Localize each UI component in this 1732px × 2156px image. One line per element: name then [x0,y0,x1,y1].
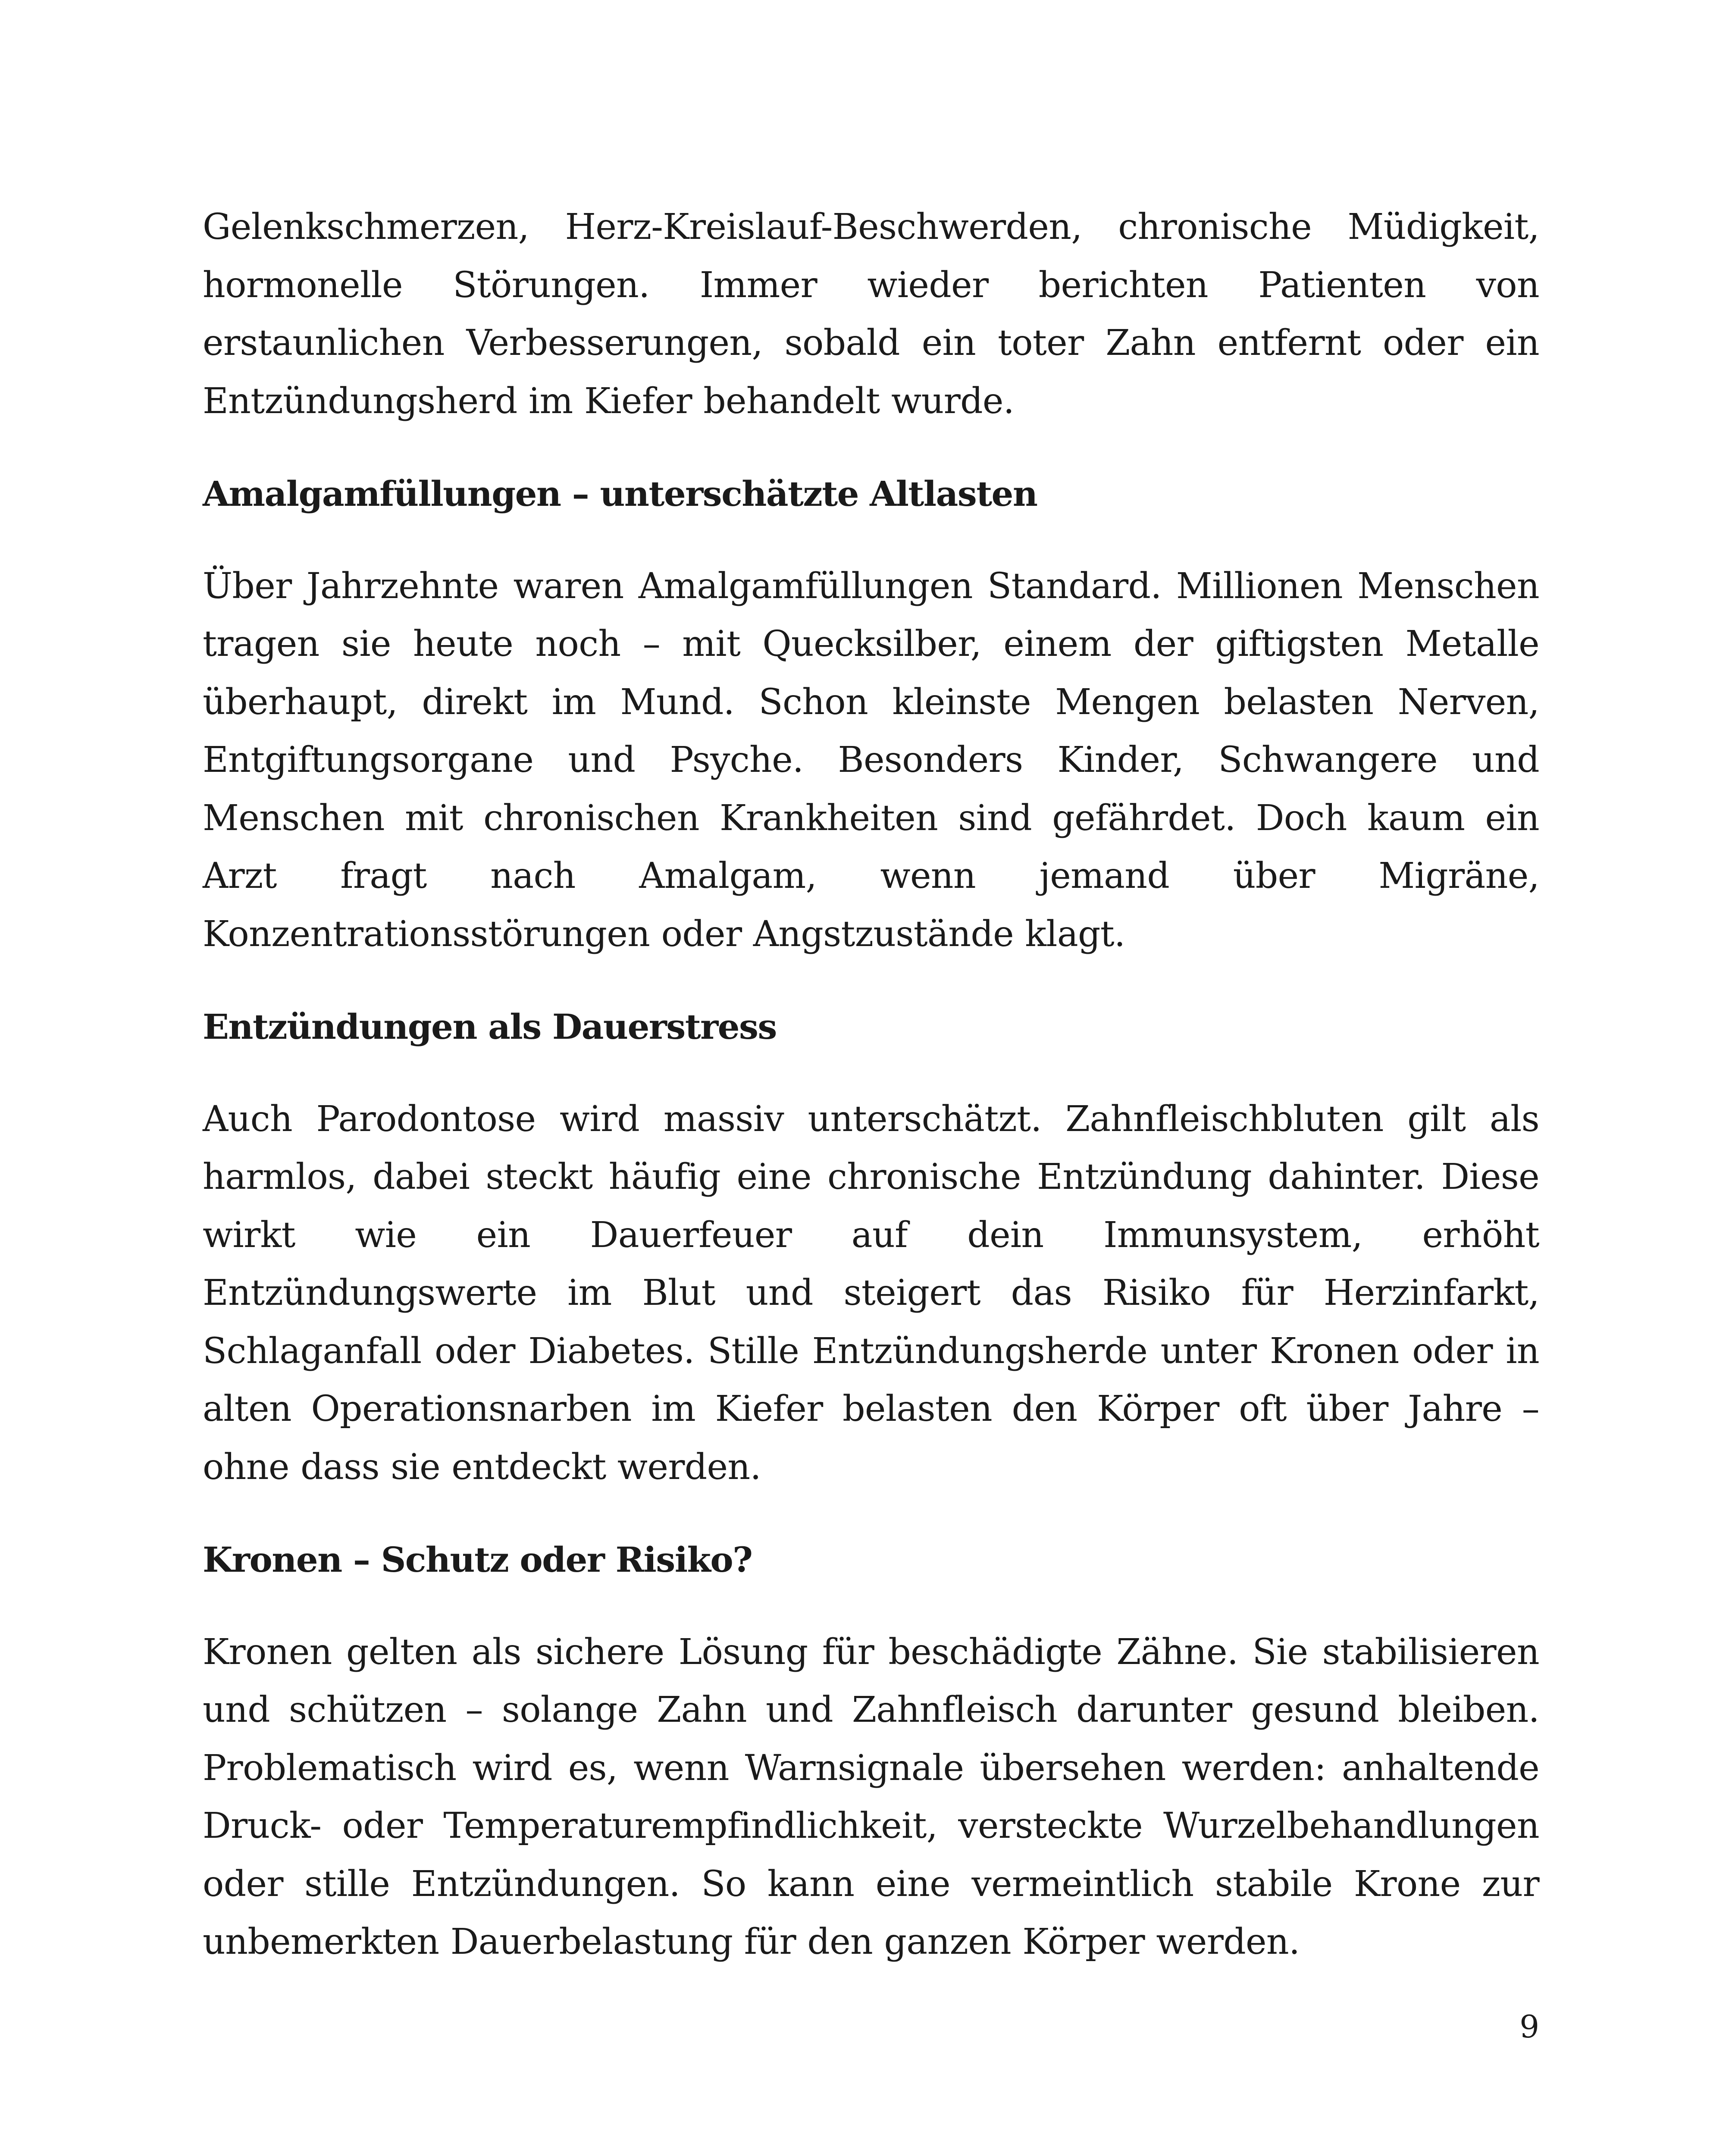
heading-spacer [203,523,1539,558]
section-heading: Entzündungen als Dauerstress [203,1006,777,1047]
section-heading: Amalgamfüllungen – unterschätzte Altlasten [203,473,1037,514]
body-paragraph: Kronen gelten als sichere Lösung für beschädigte Zähne. Sie stabilisieren und schützen – solange Zahn und Zahnfleisch darunter gesund bleiben. Problematisch wird es, wenn Warnsignale übersehen werden: anhaltende Druck- oder Temperaturempfindlichkeit, versteckte Wurzelbehandlungen oder stille Entzündungen. So kann eine vermeintlich stabile Krone zur unbemerkten Dauerbelastung für den ganzen Körper werden. [203,1631,1539,1962]
body-paragraph: Gelenkschmerzen, Herz-Kreislauf-Beschwerden, chronische Müdigkeit, hormonelle Störungen. Immer wieder berichten Patienten von erstaunlichen Verbesserungen, sobald ein toter Zahn entfernt oder ein Entzündungsherd im Kiefer behandelt wurde. [203,207,1539,422]
heading-spacer [203,1056,1539,1091]
page-number: 9 [1519,2009,1539,2045]
paragraph-spacer [203,1496,1539,1531]
section-heading: Kronen – Schutz oder Risiko? [203,1539,752,1580]
page-body [203,198,1539,1971]
paragraph-spacer [203,430,1539,465]
body-paragraph: Auch Parodontose wird massiv unterschätzt. Zahnfleischbluten gilt als harmlos, dabei steckt häufig eine chronische Entzündung dahinter. Diese wirkt wie ein Dauerfeuer auf dein Immunsystem, erhöht Entzündungswerte im Blut und steigert das Risiko für Herzinfarkt, Schlaganfall oder Diabetes. Stille Entzündungsherde unter Kronen oder in alten Operationsnarben im Kiefer belasten den Körper oft über Jahre – ohne dass sie entdeckt werden. [203,1098,1539,1488]
heading-spacer [203,1589,1539,1623]
paragraph-spacer [203,963,1539,998]
body-paragraph: Über Jahrzehnte waren Amalgamfüllungen Standard. Millionen Menschen tragen sie heute noch – mit Quecksilber, einem der giftigsten Metalle überhaupt, direkt im Mund. Schon kleinste Mengen belasten Nerven, Entgiftungsorgane und Psyche. Besonders Kinder, Schwangere und Menschen mit chronischen Krankheiten sind gefährdet. Doch kaum ein Arzt fragt nach Amalgam, wenn jemand über Migräne, Konzentrationsstörungen oder Angstzustände klagt. [203,565,1539,955]
